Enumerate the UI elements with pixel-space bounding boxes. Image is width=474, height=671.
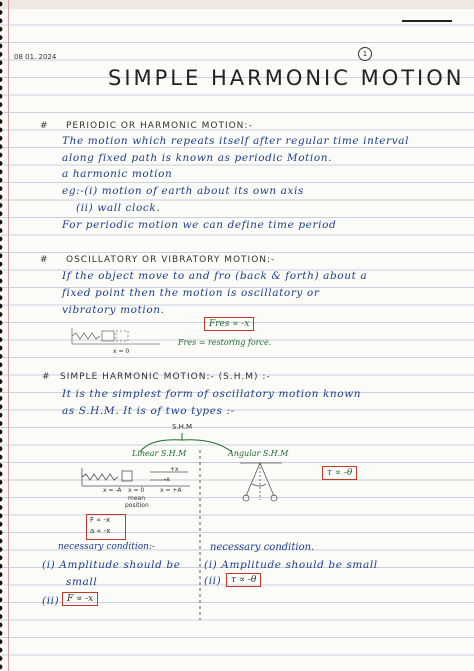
tree-root-label: S.H.M <box>172 423 193 431</box>
angular-shm-figure <box>240 463 282 501</box>
restoring-force-note: Fres = restoring force. <box>178 338 272 347</box>
angular-cond-i: (i) Amplitude should be small <box>204 559 378 571</box>
linear-fig-label: -x <box>164 476 170 483</box>
sec3-line: as S.H.M. It is of two types :- <box>62 405 235 417</box>
oscillation-figure <box>72 328 160 344</box>
linear-cond-i2: small <box>66 576 98 588</box>
sec1-mark: # <box>40 121 49 131</box>
date: 08 01. 2024 <box>14 53 57 61</box>
sec1-heading: PERIODIC OR HARMONIC MOTION:- <box>66 121 253 131</box>
angular-cond-ii-mark: (ii) <box>204 575 222 587</box>
linear-cond-ii-box: F ∝ -x <box>62 592 98 606</box>
angular-cond-ii-box: τ ∝ -θ <box>226 573 261 587</box>
sec3-line: It is the simplest form of oscillatory motion known <box>62 388 362 400</box>
sec2-line: vibratory motion. <box>62 304 165 316</box>
linear-cond-ii-mark: (ii) <box>42 595 60 607</box>
linear-cond-heading: necessary condition:- <box>58 542 156 552</box>
oscillation-fig-label: x = 0 <box>113 348 130 355</box>
page-title: SIMPLE HARMONIC MOTION <box>108 66 465 90</box>
restoring-force-formula: Fres ∝ -x <box>204 317 254 331</box>
linear-fig-label: position <box>125 502 149 509</box>
sec1-line: along fixed path is known as periodic Motion. <box>62 152 333 164</box>
linear-cond-i: (i) Amplitude should be <box>42 559 181 571</box>
sec1-line: For periodic motion we can define time period <box>62 219 337 231</box>
sec1-line: eg:-(i) motion of earth about its own axis <box>62 185 305 197</box>
linear-fig-label: x = 0 <box>128 487 145 494</box>
sec3-mark: # <box>42 372 51 382</box>
linear-shm-figure <box>82 468 190 486</box>
sec2-line: fixed point then the motion is oscillatory or <box>62 287 320 299</box>
linear-box-line: F ∝ -x <box>90 516 111 524</box>
linear-box-line: a ∝ -x <box>90 527 111 535</box>
sec1-line: (ii) wall clock. <box>76 202 161 214</box>
sec2-line: If the object move to and fro (back & forth) about a <box>62 270 368 282</box>
linear-fig-label: x = -A <box>103 487 122 494</box>
sec3-heading: SIMPLE HARMONIC MOTION:- (S.H.M) :- <box>60 372 271 382</box>
sec2-mark: # <box>40 255 49 265</box>
angular-shm-label: Angular S.H.M <box>228 449 289 458</box>
sec1-line: The motion which repeats itself after regular time interval <box>62 135 410 147</box>
page-number: 1 <box>358 47 372 61</box>
angular-box: τ ∝ -θ <box>322 466 357 480</box>
linear-fig-label: mean <box>128 495 146 502</box>
sec1-line: a harmonic motion <box>62 168 173 180</box>
linear-fig-label: x = +A <box>160 487 182 494</box>
sec2-heading: OSCILLATORY OR VIBRATORY MOTION:- <box>66 255 276 265</box>
shm-tree <box>140 433 232 452</box>
angular-cond-heading: necessary condition. <box>210 542 315 553</box>
linear-fig-label: +x <box>170 466 179 473</box>
linear-shm-label: Linear S.H.M <box>132 449 187 458</box>
